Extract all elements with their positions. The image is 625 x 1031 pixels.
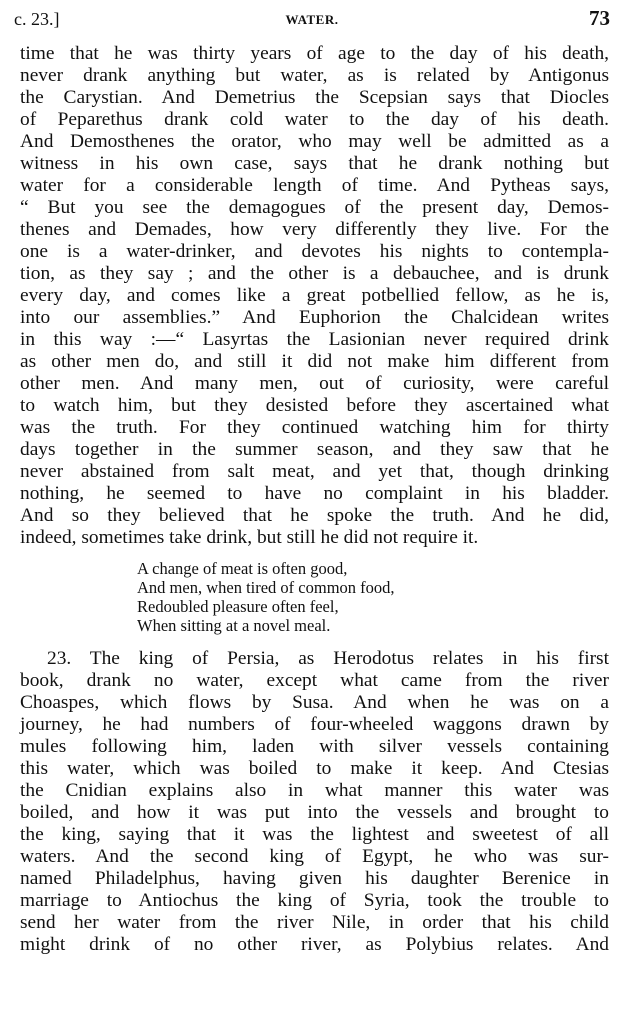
text-line: water for a considerable length of time. And Pytheas says, bbox=[20, 175, 609, 196]
text-line: never abstained from salt meat, and yet that, though drinking bbox=[20, 461, 609, 482]
text-line: boiled, and how it was put into the vessels and brought to bbox=[20, 802, 609, 823]
verse-line: And men, when tired of common food, bbox=[137, 578, 395, 597]
text-line: every day, and comes like a great potbellied fellow, as he is, bbox=[20, 285, 609, 306]
text-line: witness in his own case, says that he drank nothing but bbox=[20, 153, 609, 174]
text-line: was the truth. For they continued watching him for thirty bbox=[20, 417, 609, 438]
text-line: 23. The king of Persia, as Herodotus relates in his first bbox=[47, 648, 609, 669]
text-line: to watch him, but they desisted before they ascertained what bbox=[20, 395, 609, 416]
text-line: tion, as they say ; and the other is a debauchee, and is drunk bbox=[20, 263, 609, 284]
text-line: the king, saying that it was the lightest and sweetest of all bbox=[20, 824, 609, 845]
text-line: never drank anything but water, as is related by Antigonus bbox=[20, 65, 609, 86]
chapter-reference: c. 23.] bbox=[14, 9, 60, 29]
running-title: WATER. bbox=[285, 12, 339, 27]
text-line: into our assemblies.” And Euphorion the Chalcidean writes bbox=[20, 307, 609, 328]
text-line: mules following him, laden with silver vessels containing bbox=[20, 736, 609, 757]
text-line: journey, he had numbers of four-wheeled waggons drawn by bbox=[20, 714, 609, 735]
text-line: the Carystian. And Demetrius the Scepsian says that Diocles bbox=[20, 87, 609, 108]
text-line: named Philadelphus, having given his daughter Berenice in bbox=[20, 868, 609, 889]
verse-line: A change of meat is often good, bbox=[137, 559, 348, 578]
text-line: send her water from the river Nile, in order that his child bbox=[20, 912, 609, 933]
text-line: this water, which was boiled to make it keep. And Ctesias bbox=[20, 758, 609, 779]
running-header bbox=[14, 6, 610, 34]
text-line: indeed, sometimes take drink, but still he did not require it. bbox=[20, 527, 479, 548]
text-line: the Cnidian explains also in what manner this water was bbox=[20, 780, 609, 801]
text-line: might drink of no other river, as Polybius relates. And bbox=[20, 934, 609, 955]
text-line: And Demosthenes the orator, who may well be admitted as a bbox=[20, 131, 609, 152]
text-line: other men. And many men, out of curiosity, were careful bbox=[20, 373, 609, 394]
text-line: “ But you see the demagogues of the present day, Demos- bbox=[20, 197, 609, 218]
text-line: one is a water-drinker, and devotes his nights to contempla- bbox=[20, 241, 609, 262]
text-line: of Peparethus drank cold water to the day of his death. bbox=[20, 109, 609, 130]
text-line: book, drank no water, except what came from the river bbox=[20, 670, 609, 691]
text-line: nothing, he seemed to have no complaint in his bladder. bbox=[20, 483, 609, 504]
verse-line: Redoubled pleasure often feel, bbox=[137, 597, 339, 616]
text-line: time that he was thirty years of age to the day of his death, bbox=[20, 43, 609, 64]
page-number: 73 bbox=[589, 6, 610, 30]
text-line: in this way :—“ Lasyrtas the Lasionian never required drink bbox=[20, 329, 609, 350]
text-line: thenes and Demades, how very differently they live. For the bbox=[20, 219, 609, 240]
text-line: as other men do, and still it did not make him different from bbox=[20, 351, 609, 372]
text-line: waters. And the second king of Egypt, he who was sur- bbox=[20, 846, 609, 867]
text-line: days together in the summer season, and they saw that he bbox=[20, 439, 609, 460]
text-line: Choaspes, which flows by Susa. And when he was on a bbox=[20, 692, 609, 713]
text-line: And so they believed that he spoke the truth. And he did, bbox=[20, 505, 609, 526]
verse-line: When sitting at a novel meal. bbox=[137, 616, 331, 635]
text-line: marriage to Antiochus the king of Syria, took the trouble to bbox=[20, 890, 609, 911]
